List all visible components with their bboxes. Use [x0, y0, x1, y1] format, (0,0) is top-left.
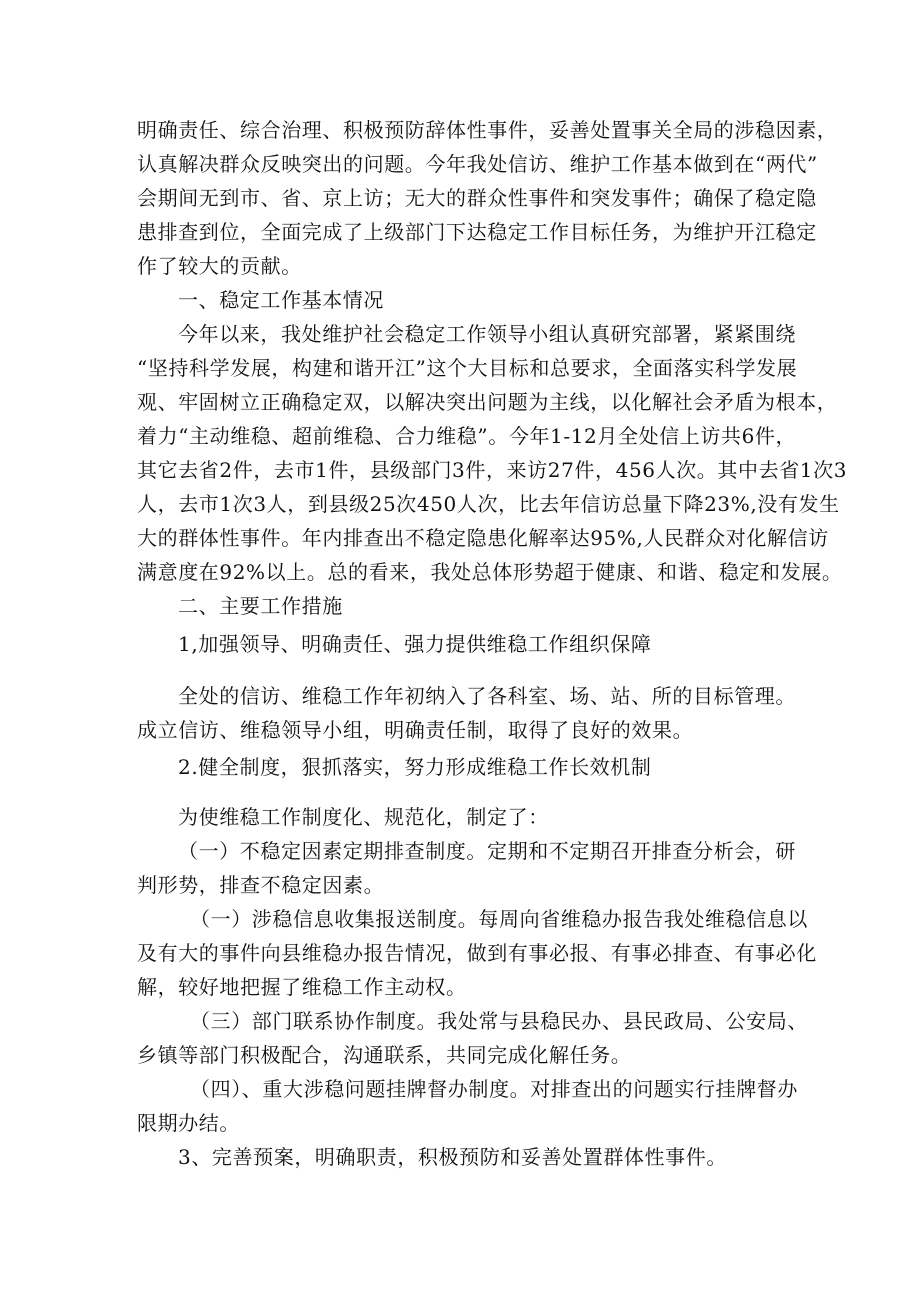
paragraph-2-line-2: 成立信访、维稳领导小组，明确责任制，取得了良好的效果。	[137, 718, 694, 742]
paragraph-1-line-8: 满意度在92%以上。总的看来，我处总体形势超于健康、和谐、稳定和发展。	[137, 560, 843, 584]
subheading-2: 2.健全制度，狠抓落实，努力形成维稳工作长效机制	[178, 755, 652, 779]
paragraph-1-line-5: 其它去省2件，去市1件，县级部门3件，来访27件，456人次。其中去省1次3	[137, 458, 848, 482]
item-2-line-3: 解，较好地把握了维稳工作主动权。	[137, 975, 467, 999]
paragraph-intro-line-3: 会期间无到市、省、京上访；无大的群众性事件和突发事件；确保了稳定隐	[137, 186, 817, 210]
item-2-line-2: 及有大的事件向县维稳办报告情况，做到有事必报、有事必排查、有事必化	[137, 941, 817, 965]
section-heading-1: 一、稳定工作基本情况	[178, 288, 384, 312]
paragraph-intro-line-2: 认真解决群众反映突出的问题。今年我处信访、维护工作基本做到在“两代”	[137, 152, 818, 176]
item-2-line-1: （一）涉稳信息收集报送制度。每周向省维稳办报告我处维稳信息以	[190, 907, 808, 931]
paragraph-1-line-1: 今年以来，我处维护社会稳定工作领导小组认真研究部署，紧紧围绕	[178, 322, 796, 346]
paragraph-2-line-1: 全处的信访、维稳工作年初纳入了各科室、场、站、所的目标管理。	[178, 684, 796, 708]
item-3-line-2: 乡镇等部门积极配合，沟通联系，共同完成化解任务。	[137, 1043, 632, 1067]
paragraph-3-line-1: 为使维稳工作制度化、规范化，制定了：	[178, 805, 549, 829]
paragraph-1-line-4: 着力“主动维稳、超前维稳、合力维稳”。今年1-12月全处信上访共6件，	[137, 424, 797, 448]
item-3-line-1: （三）部门联系协作制度。我处常与县稳民办、县民政局、公安局、	[190, 1009, 808, 1033]
item-4-line-1: （四）、重大涉稳问题挂牌督办制度。对排查出的问题实行挂牌督办	[190, 1077, 798, 1101]
paragraph-1-line-3: 观、牢固树立正确稳定双，以解决突出问题为主线，以化解社会矛盾为根本，	[137, 390, 838, 414]
item-1-line-1: （一）不稳定因素定期排查制度。定期和不定期召开排查分析会，研	[178, 839, 796, 863]
paragraph-1-line-7: 大的群体性事件。年内排查出不稳定隐患化解率达95%,人民群众对化解信访	[137, 526, 829, 550]
paragraph-intro-line-4: 患排查到位，全面完成了上级部门下达稳定工作目标任务，为维护开江稳定	[137, 220, 817, 244]
paragraph-intro-line-5: 作了较大的贡献。	[137, 254, 302, 278]
section-heading-2: 二、主要工作措施	[178, 594, 343, 618]
item-1-line-2: 判形势，排查不稳定因素。	[137, 873, 385, 897]
subheading-1: 1,加强领导、明确责任、强力提供维稳工作组织保障	[178, 632, 652, 656]
paragraph-1-line-6: 人，去市1次3人，到县级25次450人次，比去年信访总量下降23%,没有发生	[137, 492, 840, 516]
item-4-line-2: 限期办结。	[137, 1111, 240, 1135]
subheading-3: 3、完善预案，明确职责，积极预防和妥善处置群体性事件。	[178, 1145, 727, 1169]
paragraph-intro-line-1: 明确责任、综合治理、积极预防辞体性事件，妥善处置事关全局的涉稳因素，	[137, 118, 838, 142]
paragraph-1-line-2: “坚持科学发展，构建和谐开江”这个大目标和总要求，全面落实科学发展	[137, 356, 798, 380]
